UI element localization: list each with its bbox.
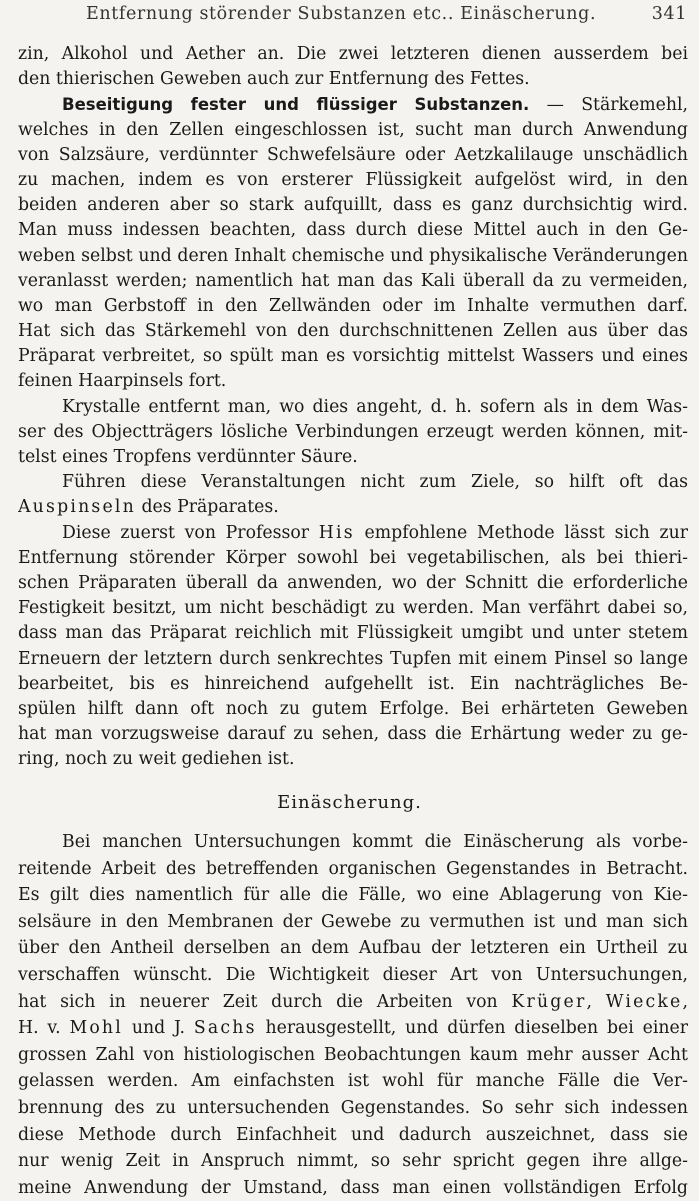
text-line: Bei manchen Untersuchungen kommt die Einäscherung als vorbe- (62, 832, 688, 852)
text-line: Erneuern der letztern durch senkrechtes Tupfen mit einem Pinsel so lange (18, 648, 688, 669)
text-line: diese Methode durch Einfachheit und dadurch auszeichnet, dass sie (18, 1124, 688, 1145)
text-line: zin, Alkohol und Aether an. Die zwei letzteren dienen ausserdem bei (18, 44, 688, 64)
text-line: Präparat verbreitet, so spült man es vorsichtig mittelst Wassers und eines (18, 346, 688, 367)
text-fragment: des Präparates. (135, 497, 279, 518)
text-line: Es gilt dies namentlich für alle die Fälle, wo eine Ablagerung von Kie- (18, 885, 688, 906)
person-name: His (318, 522, 355, 543)
text-line: beiden anderen aber so stark aufquillt, dass es ganz durchsichtig wird. (18, 195, 688, 216)
person-name: Wiecke (605, 991, 683, 1012)
text-fragment: und J. (123, 1018, 194, 1039)
person-name: Sachs (193, 1018, 257, 1039)
section-body-removal (18, 42, 688, 772)
text-line (18, 521, 688, 546)
text-line: Führen diese Veranstaltungen nicht zum Ziele, so hilft oft das (62, 472, 688, 493)
text-line: Entfernung störender Körper sowohl bei vegetabilischen, als bei thieri- (18, 547, 688, 568)
paragraph-lead-line (18, 92, 688, 117)
text-line: meine Anwendung der Umstand, dass man einen vollständigen Erfolg (18, 1177, 688, 1198)
text-line: telst eines Tropfens verdünnter Säure. (18, 447, 358, 467)
text-fragment: H. v. (18, 1018, 70, 1039)
text-line: zu machen, indem es von ersterer Flüssigkeit aufgelöst wird, in den (18, 169, 688, 190)
text-fragment: herausgestellt, und dürfen dieselben bei einer (256, 1018, 688, 1039)
text-line (18, 1015, 688, 1042)
text-line: reitende Arbeit des betreffenden organischen Gegenstandes in Betracht. (18, 858, 688, 879)
text-line: Krystalle entfernt man, wo dies angeht, d. h. sofern als in dem Was- (62, 396, 688, 417)
text-line (18, 495, 688, 520)
text-line: nur wenig Zeit in Anspruch nimmt, so sehr spricht gegen ihre allge- (18, 1151, 688, 1172)
running-title: Entfernung störender Substanzen etc.. Einäscherung. (86, 4, 597, 24)
section-body-incineration (18, 829, 688, 1201)
text-line: grossen Zahl von histiologischen Beobachtungen kaum mehr ausser Acht (18, 1044, 688, 1065)
text-fragment: , (586, 991, 606, 1012)
text-line: feinen Haarpinsels fort. (18, 371, 227, 392)
text-line: von Salzsäure, verdünnter Schwefelsäure oder Aetzkalilauge unschädlich (18, 144, 688, 165)
text-line: den thierischen Geweben auch zur Entfernung des Fettes. (18, 69, 530, 90)
section-heading: Einäscherung. (277, 792, 422, 813)
text-line: veranlasst werden; namentlich hat man das Kali überall da zu vermeiden, (18, 270, 688, 291)
text-line: hat man vorzugsweise darauf zu sehen, dass die Erhärtung weder zu ge- (18, 724, 688, 745)
text-line (18, 989, 688, 1016)
text-line: Man muss indessen beachten, dass durch diese Mittel auch in den Ge- (18, 220, 688, 241)
paragraph-lead-heading: Beseitigung fester und flüssiger Substanzen. (62, 95, 530, 115)
page-number: 341 (651, 4, 687, 24)
text-line: spülen hilft dann oft noch zu gutem Erfolge. Bei erhärteten Geweben (18, 698, 688, 719)
text-line: dass man das Präparat reichlich mit Flüssigkeit umgibt und unter stetem (18, 623, 688, 644)
running-header (86, 4, 691, 28)
text-line: über den Antheil derselben an dem Aufbau der letzteren ein Urtheil zu (18, 938, 688, 959)
text-line: ser des Objectträgers lösliche Verbindungen erzeugt werden können, mit- (18, 421, 688, 442)
text-fragment: , (682, 991, 688, 1012)
text-line: bearbeitet, bis es hinreichend aufgehellt ist. Ein nachträgliches Be- (18, 673, 688, 694)
text-line: Festigkeit besitzt, um nicht beschädigt zu werden. Man verfährt dabei so, (18, 598, 688, 619)
text-line: wo man Gerbstoff in den Zellwänden oder im Inhalte vermuthen darf. (18, 295, 688, 316)
person-name: Mohl (69, 1018, 123, 1039)
text-fragment: Diese zuerst von Professor (62, 522, 319, 543)
text-fragment: empfohlene Methode lässt sich zur (354, 522, 688, 543)
text-line: welches in den Zellen eingeschlossen ist, sucht man durch Anwendung (18, 119, 688, 140)
text-fragment: hat sich in neuerer Zeit durch die Arbeiten von (18, 991, 512, 1012)
text-fragment: — Stärkemehl, (529, 95, 688, 116)
text-line: verschaffen wünscht. Die Wichtigkeit dieser Art von Untersuchungen, (18, 964, 688, 985)
emphasized-term: Auspinseln (18, 497, 136, 518)
text-line: Hat sich das Stärkemehl von den durchschnittenen Zellen aus über das (18, 321, 688, 342)
text-line: brennung des zu untersuchenden Gegenstandes. So sehr sich indessen (18, 1097, 688, 1118)
text-line: ring, noch zu weit gediehen ist. (18, 749, 295, 770)
text-line: schen Präparaten überall da anwenden, wo der Schnitt die erforderliche (18, 572, 688, 593)
text-line: weben selbst und deren Inhalt chemische und physikalische Veränderungen (18, 245, 688, 266)
text-line: selsäure in den Membranen der Gewebe zu vermuthen ist und man sich (18, 911, 688, 932)
text-line: gelassen werden. Am einfachsten ist wohl für manche Fälle die Ver- (18, 1071, 688, 1092)
person-name: Krüger (511, 991, 587, 1012)
